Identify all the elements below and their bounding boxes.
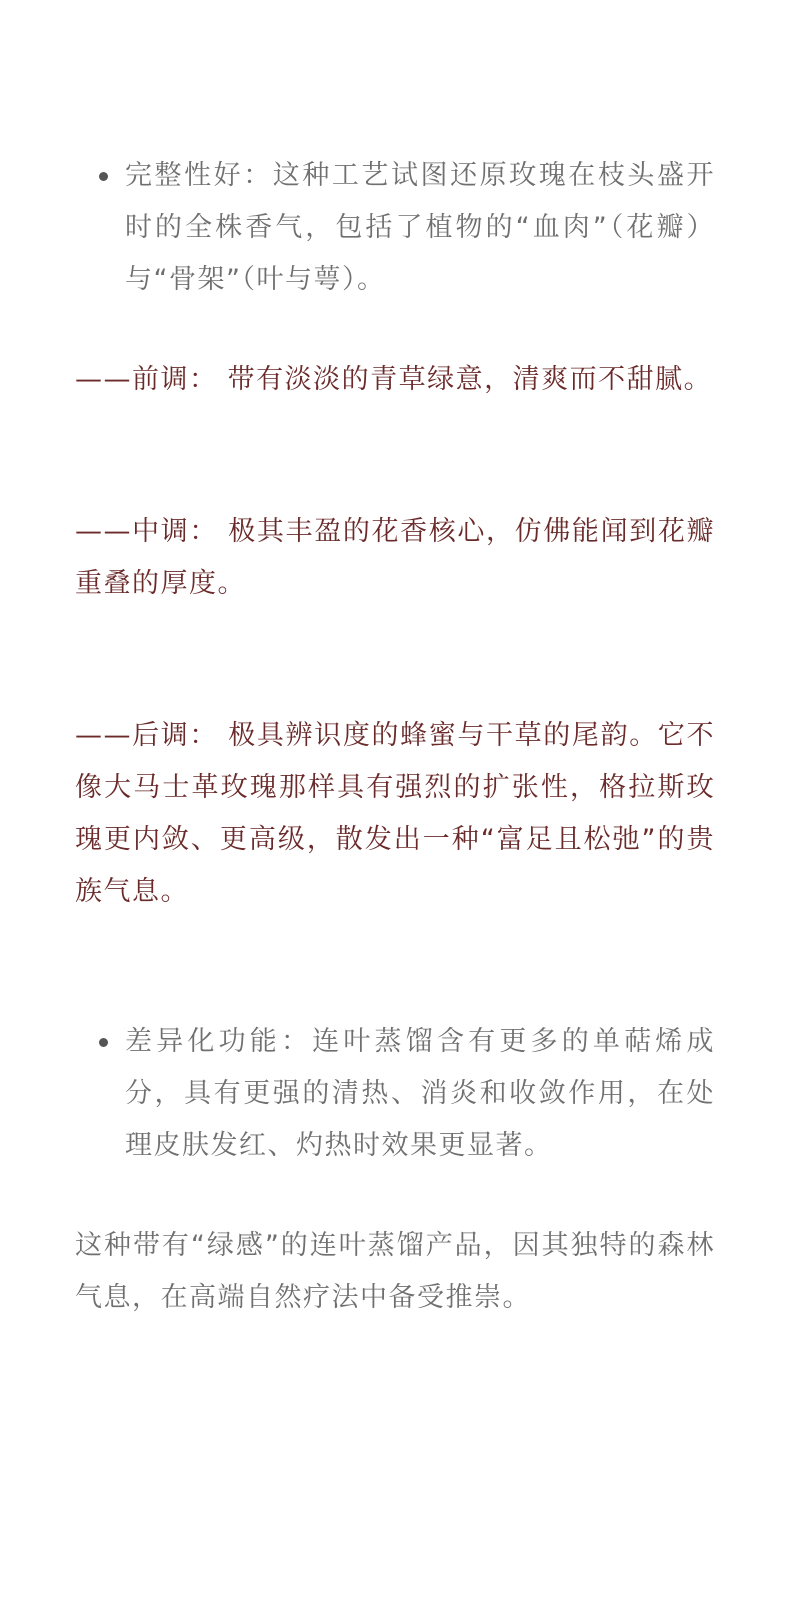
bullet-text: 差异化功能：连叶蒸馏含有更多的单萜烯成分，具有更强的清热、消炎和收敛作用，在处理皮肤发红、灼热时效果更显著。	[125, 1026, 715, 1161]
middle-note-paragraph: ——中调： 极其丰盈的花香核心，仿佛能闻到花瓣重叠的厚度。	[75, 516, 715, 599]
bullet-list-item-completeness	[75, 150, 715, 306]
top-note-paragraph: ——前调： 带有淡淡的青草绿意，清爽而不甜腻。	[75, 364, 713, 395]
bullet-dot-icon	[99, 1038, 108, 1047]
closing-paragraph: 这种带有“绿感”的连叶蒸馏产品，因其独特的森林气息，在高端自然疗法中备受推崇。	[75, 1230, 715, 1313]
base-note-paragraph: ——后调： 极具辨识度的蜂蜜与干草的尾韵。它不像大马士革玫瑰那样具有强烈的扩张性，格拉斯玫瑰更内敛、更高级，散发出一种“富足且松弛”的贵族气息。	[75, 720, 715, 907]
bullet-dot-icon	[99, 172, 108, 181]
bullet-text: 完整性好：这种工艺试图还原玫瑰在枝头盛开时的全株香气，包括了植物的“血肉”（花瓣）与“骨架”（叶与萼）。	[125, 160, 715, 295]
bullet-list-item-function	[75, 1016, 715, 1172]
